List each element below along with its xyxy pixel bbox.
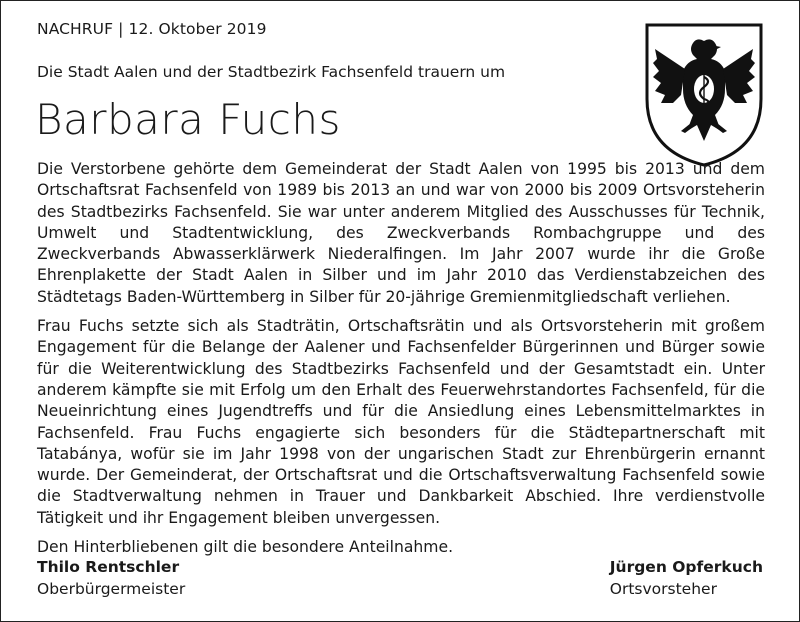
signature-title: Oberbürgermeister [37, 580, 186, 598]
header-separator: | [118, 20, 124, 38]
signature-title: Ortsvorsteher [609, 580, 717, 598]
paragraph-engagement: Frau Fuchs setzte sich als Stadträtin, Ortschaftsrätin und als Ortsvorsteherin mit großem Engagement für die Belange der Aalener und Fachsenfelder Bürgerinnen und Bürger sowie für die Weiterentwicklung des Stadtbezirks Fachsenfeld und der Gesamtstadt ein. Unter anderem kämpfte sie mit Erfolg um den Erhalt des Feuerwehrstandortes Fachsenfeld, für die Neueinrichtung eines Jugendtreffs und für die Ansiedlung eines Lebensmittelmarktes in Fachsenfeld. Frau Fuchs engagierte sich besonders für die Städtepartnerschaft mit Tatabánya, wofür sie im Jahr 1998 von der ungarischen Stadt zur Ehrenbürgerin ernannt wurde. Der Gemeinderat, der Ortschaftsrat und die Ortschaftsverwaltung Fachsenfeld sowie die Stadtverwaltung nehmen in Trauer und Dankbarkeit Abschied. Ihre verdienstvolle Tätigkeit und ihr Engagement bleiben unvergessen. [37, 317, 765, 527]
signature-name: Thilo Rentschler [37, 558, 180, 576]
obituary-body [37, 159, 765, 566]
coat-of-arms-eagle-icon [641, 19, 767, 169]
subtitle: Die Stadt Aalen und der Stadtbezirk Fachsenfeld trauern um [37, 63, 506, 81]
signature-mayor [37, 556, 185, 600]
date-label: 12. Oktober 2019 [128, 20, 267, 38]
category-label: NACHRUF [37, 20, 114, 38]
signature-local-head [610, 556, 763, 600]
header-line [37, 20, 267, 38]
paragraph-condolence: Den Hinterbliebenen gilt die besondere Anteilnahme. [37, 538, 454, 557]
paragraph-career: Die Verstorbene gehörte dem Gemeinderat der Stadt Aalen von 1995 bis 2013 und dem Ortschaftsrat Fachsenfeld von 1989 bis 2013 an und war von 2000 bis 2009 Ortsvorsteherin des Stadtbezirks Fachsenfeld. Sie war unter anderem Mitglied des Ausschusses für Technik, Umwelt und Stadtentwicklung, des Zweckverbands Rombachgruppe und des Zweckverbands Abwasserklärwerk Niederalfingen. Im Jahr 2007 wurde ihr die Große Ehrenplakette der Stadt Aalen in Silber und im Jahr 2010 das Verdienstabzeichen des Städtetags Baden-Württemberg in Silber für 20-jährige Gremienmitgliedschaft verliehen. [37, 160, 765, 306]
signature-name: Jürgen Opferkuch [609, 558, 763, 576]
deceased-name: Barbara Fuchs [35, 95, 341, 144]
